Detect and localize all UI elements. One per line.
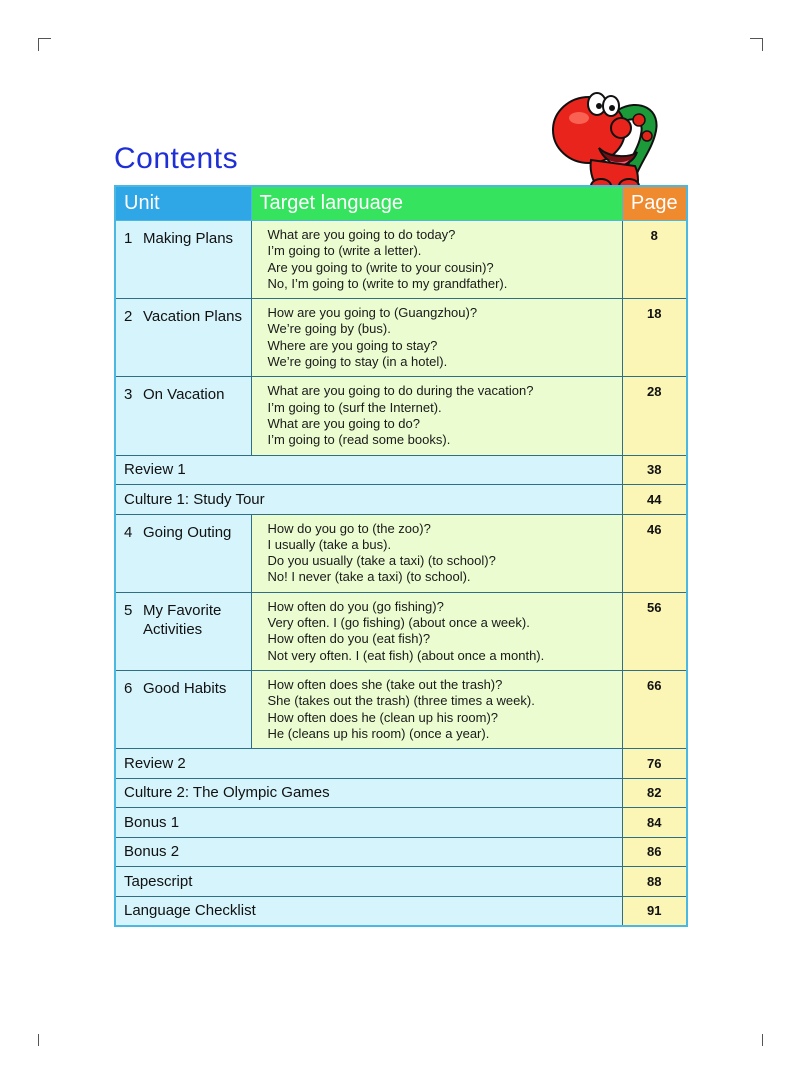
review-1-row[interactable] xyxy=(115,455,687,485)
table-header-row xyxy=(115,186,687,221)
unit-title-cell xyxy=(115,377,251,455)
target-line: How often does he (clean up his room)? xyxy=(267,709,499,725)
header-page: Page xyxy=(622,186,687,221)
page-number: 91 xyxy=(622,896,687,926)
unit-name: Good Habits xyxy=(143,679,227,697)
target-language-cell xyxy=(251,377,622,455)
target-line: I’m going to (read some books). xyxy=(267,432,451,448)
unit-number: 5 xyxy=(124,601,133,619)
unit-number: 3 xyxy=(124,386,133,404)
target-language-cell xyxy=(251,221,622,299)
unit-row-1[interactable] xyxy=(115,221,687,299)
unit-title-cell xyxy=(115,670,251,748)
review-1-label: Review 1 xyxy=(115,455,622,485)
culture-1-row[interactable] xyxy=(115,485,687,515)
unit-name: On Vacation xyxy=(143,386,225,404)
unit-number: 2 xyxy=(124,308,133,326)
page-number: 84 xyxy=(622,808,687,838)
header-target-language: Target language xyxy=(251,186,622,221)
review-2-label: Review 2 xyxy=(115,749,622,779)
target-line: We’re going to stay (in a hotel). xyxy=(267,354,448,370)
unit-row-6[interactable] xyxy=(115,670,687,748)
culture-1-label: Culture 1: Study Tour xyxy=(115,485,622,515)
unit-name: Going Outing xyxy=(143,523,232,541)
bonus-1-label: Bonus 1 xyxy=(115,808,622,838)
target-line: No! I never (take a taxi) (to school). xyxy=(267,569,471,585)
unit-row-4[interactable] xyxy=(115,514,687,592)
target-line: She (takes out the trash) (three times a week). xyxy=(267,693,535,709)
unit-name-line: Activities xyxy=(143,620,203,638)
unit-number: 4 xyxy=(124,523,133,541)
target-line: How often does she (take out the trash)? xyxy=(267,676,503,692)
target-language-cell xyxy=(251,299,622,377)
unit-number: 6 xyxy=(124,679,133,697)
target-line: Do you usually (take a taxi) (to school)? xyxy=(267,553,496,569)
page-number: 8 xyxy=(622,221,687,299)
bonus-2-label: Bonus 2 xyxy=(115,837,622,867)
unit-title-cell xyxy=(115,299,251,377)
culture-2-row[interactable] xyxy=(115,778,687,808)
page-number: 82 xyxy=(622,778,687,808)
bonus-1-row[interactable] xyxy=(115,808,687,838)
unit-row-3[interactable] xyxy=(115,377,687,455)
bonus-2-row[interactable] xyxy=(115,837,687,867)
page-number: 56 xyxy=(622,592,687,670)
target-line: What are you going to do during the vacation? xyxy=(267,383,534,399)
crop-mark-top-left xyxy=(38,38,51,51)
target-line: How often do you (go fishing)? xyxy=(267,598,444,614)
target-line: Not very often. I (eat fish) (about once a month). xyxy=(267,647,545,663)
unit-title-cell xyxy=(115,221,251,299)
target-line: How do you go to (the zoo)? xyxy=(267,520,431,536)
language-checklist-row[interactable] xyxy=(115,896,687,926)
target-line: What are you going to do today? xyxy=(267,227,456,242)
contents-table xyxy=(114,185,688,927)
page-number: 28 xyxy=(622,377,687,455)
target-line: He (cleans up his room) (once a year). xyxy=(267,725,490,741)
unit-name-line: My Favorite xyxy=(143,601,222,619)
page-number: 76 xyxy=(622,749,687,779)
target-line: I’m going to (surf the Internet). xyxy=(267,399,442,415)
language-checklist-label: Language Checklist xyxy=(115,896,622,926)
unit-title-cell xyxy=(115,592,251,670)
page-number: 44 xyxy=(622,485,687,515)
target-language-cell xyxy=(251,670,622,748)
target-line: What are you going to do? xyxy=(267,415,420,431)
review-2-row[interactable] xyxy=(115,749,687,779)
target-line: No, I’m going to (write to my grandfather). xyxy=(267,275,508,291)
page-number: 18 xyxy=(622,299,687,377)
unit-number: 1 xyxy=(124,230,133,247)
unit-name: Making Plans xyxy=(143,230,234,247)
target-language-cell xyxy=(251,514,622,592)
unit-name xyxy=(143,601,221,639)
tapescript-label: Tapescript xyxy=(115,867,622,897)
page-number: 38 xyxy=(622,455,687,485)
target-line: I’m going to (write a letter). xyxy=(267,243,422,259)
header-unit: Unit xyxy=(115,186,251,221)
page-number: 86 xyxy=(622,837,687,867)
unit-row-5[interactable] xyxy=(115,592,687,670)
target-line: We’re going by (bus). xyxy=(267,321,391,337)
page-number: 88 xyxy=(622,867,687,897)
crop-mark-bottom-right xyxy=(762,1034,763,1046)
page-title: Contents xyxy=(114,142,239,175)
crop-mark-bottom-left xyxy=(38,1034,39,1046)
culture-2-label: Culture 2: The Olympic Games xyxy=(115,778,622,808)
page-number: 46 xyxy=(622,514,687,592)
target-language-cell xyxy=(251,592,622,670)
tapescript-row[interactable] xyxy=(115,867,687,897)
page-number: 66 xyxy=(622,670,687,748)
target-line: Very often. I (go fishing) (about once a week). xyxy=(267,615,530,631)
unit-title-cell xyxy=(115,514,251,592)
target-line: How often do you (eat fish)? xyxy=(267,631,431,647)
target-line: How are you going to (Guangzhou)? xyxy=(267,305,478,321)
unit-row-2[interactable] xyxy=(115,299,687,377)
target-line: Where are you going to stay? xyxy=(267,337,438,353)
target-line: Are you going to (write to your cousin)? xyxy=(267,259,494,275)
unit-name: Vacation Plans xyxy=(143,308,242,326)
crop-mark-top-right xyxy=(750,38,763,51)
target-line: I usually (take a bus). xyxy=(267,536,392,552)
